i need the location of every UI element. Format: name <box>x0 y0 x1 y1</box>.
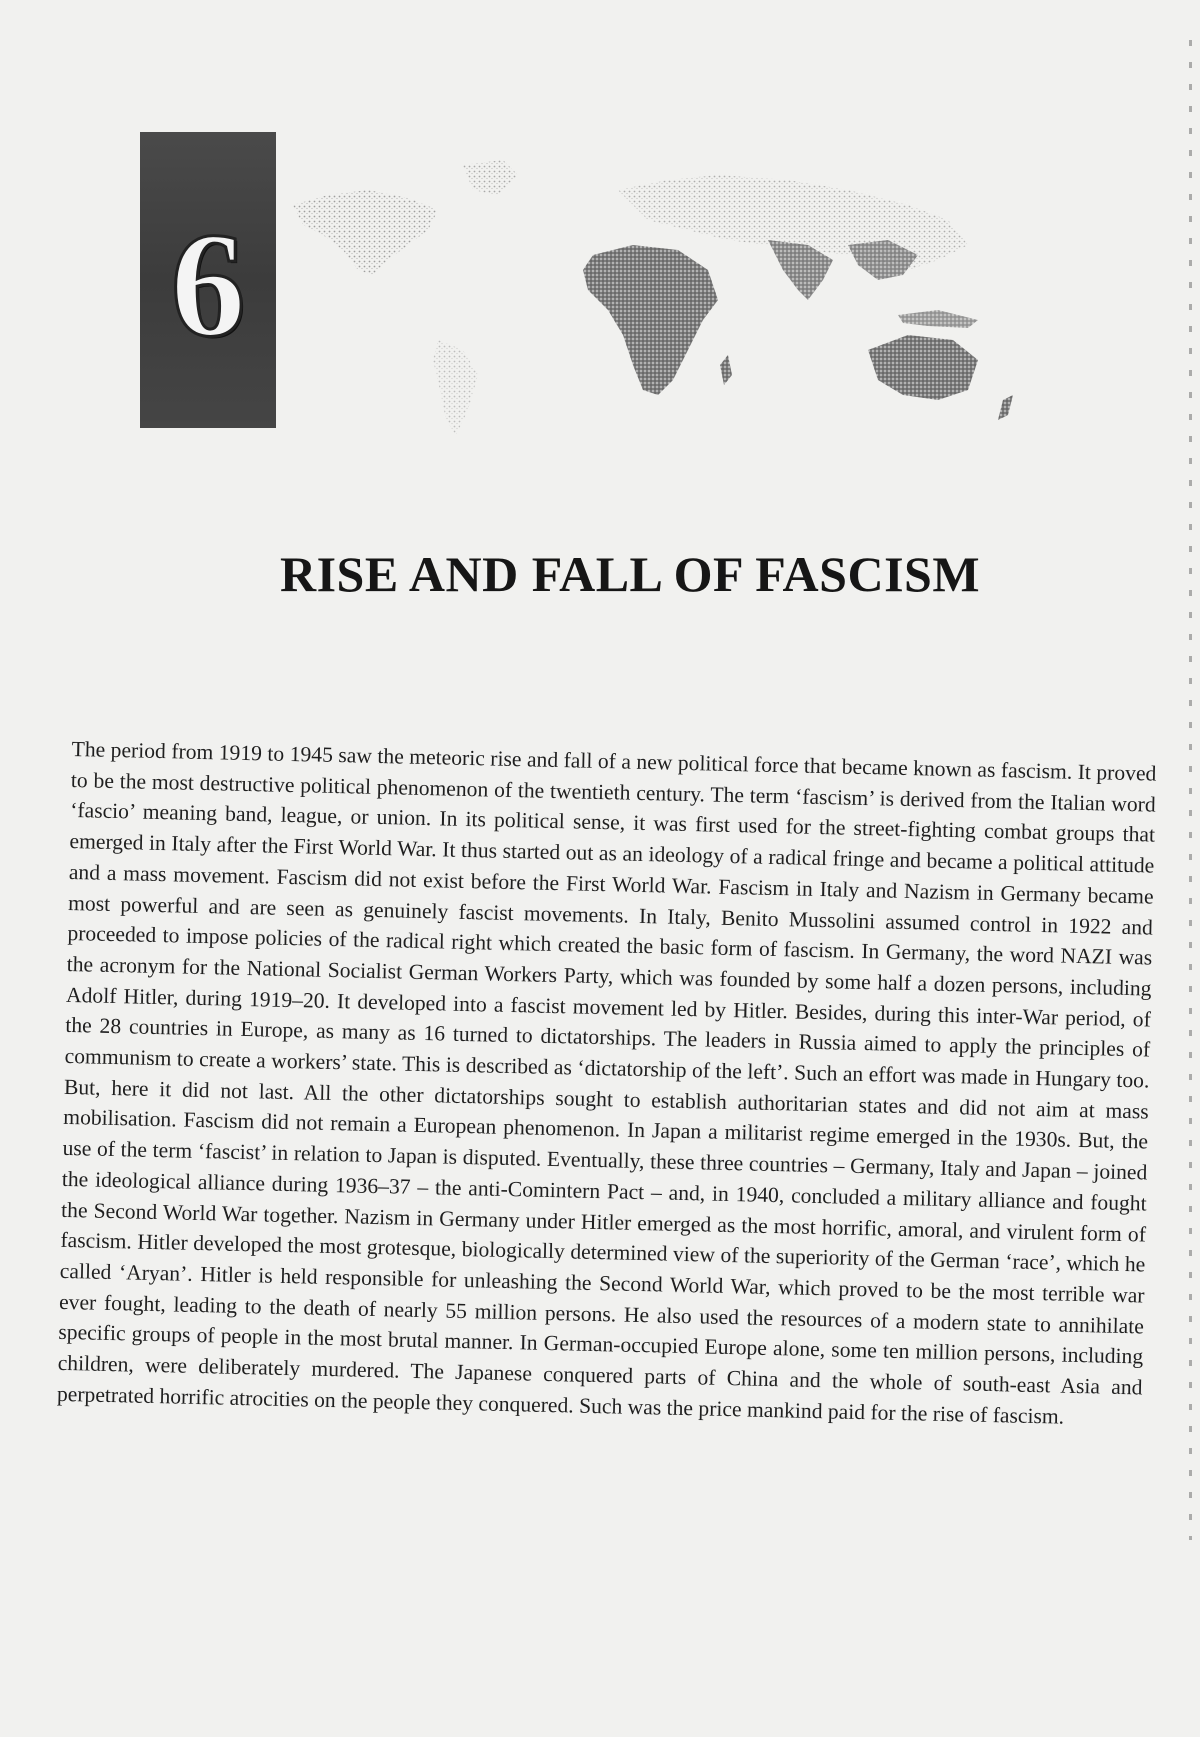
chapter-title: RISE AND FALL OF FASCISM <box>279 546 981 602</box>
world-map-illustration <box>288 150 1168 440</box>
chapter-number-block <box>140 132 276 428</box>
madagascar-shape <box>720 355 732 385</box>
indonesia-shape <box>898 310 978 328</box>
chapter-number: 6 <box>170 202 246 368</box>
scan-edge-shadow <box>1189 40 1192 1540</box>
north-america-shape <box>293 190 438 275</box>
south-america-shape <box>433 340 478 435</box>
australia-shape <box>868 335 978 400</box>
body-paragraph: The period from 1919 to 1945 saw the meteoric rise and fall of a new political force that became known as fascism. It proved to be the most destructive political phenomenon of the twentieth century. The term ‘fascism’ is derived from the Italian word ‘fascio’ meaning band, league, or union. In its political sense, it was first used for the street-fighting combat groups that emerged in Italy after the First World War. It thus started out as an ideology of a radical fringe and became a political attitude and a mass movement. Fascism did not exist before the First World War. Fascism in Italy and Nazism in Germany became most powerful and are seen as genuinely fascist movements. In Italy, Benito Mussolini assumed control in 1922 and proceeded to impose policies of the radical right which created the basic form of fascism. In Germany, the word NAZI was the acronym for the National Socialist German Workers Party, which was founded by some half a dozen persons, including Adolf Hitler, during 1919–20. It developed into a fascist movement led by Hitler. Besides, during this inter-War period, of the 28 countries in Europe, as many as 16 turned to dictatorships. The leaders in Russia aimed to apply the principles of communism to create a workers’ state. This is described as ‘dictatorship of the left’. Such an effort was made in Hungary too. But, here it did not last. All the other dictatorships sought to establish authoritarian states and did not aim at mass mobilisation. Fascism did not remain a European phenomenon. In Japan a militarist regime emerged in the 1930s. But, the use of the term ‘fascist’ in relation to Japan is disputed. Eventually, these three countries – Germany, Italy and Japan – joined the ideological alliance during 1936–37 – the anti-Comintern Pact – and, in 1940, concluded a military alliance and fought the Second World War together. Nazism in Germany under Hitler emerged as the most horrific, amoral, and virulent form of fascism. Hitler developed the most grotesque, biologically determined view of the superiority of the German ‘race’, which he called ‘Aryan’. Hitler is held responsible for unleashing the Second World War, which proved to be the most terrible war ever fought, leading to the death of nearly 55 million persons. He also used the resources of a modern state to annihilate specific groups of people in the most brutal manner. In German-occupied Europe alone, some ten million persons, including children, were deliberately murdered. The Japanese conquered parts of China and the whole of south-east Asia and perpetrated horrific atrocities on the people they conquered. Such was the price mankind paid for the rise of fascism. <box>56 736 1157 1429</box>
africa-shape <box>583 245 718 395</box>
greenland-shape <box>463 160 518 195</box>
new-zealand-shape <box>998 395 1013 420</box>
